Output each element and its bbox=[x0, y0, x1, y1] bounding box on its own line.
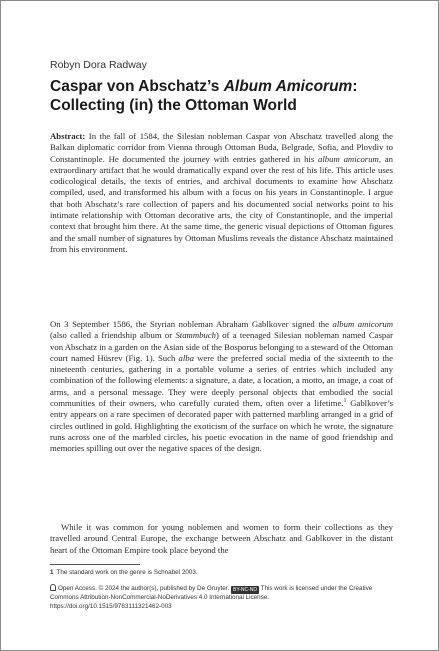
body1-italic-1: album amicorum bbox=[332, 319, 393, 329]
license-text-2: This work is licensed under the Creative Commons Attribution-NonCommercial-NoDerivatives 4.0 International License. bbox=[50, 585, 373, 601]
title-part-1: Caspar von Abschatz’s bbox=[50, 78, 224, 95]
footnote-number: 1 bbox=[50, 569, 54, 576]
open-access-icon bbox=[50, 584, 56, 591]
license-notice bbox=[50, 584, 395, 612]
abstract-paragraph bbox=[50, 131, 393, 255]
body-paragraph-2: While it was common for young noblemen and women to form their collections as they travelled around Central Europe, the exchange between Abschatz and Gablkover in the distant heart of the Ottoman Empire took place beyond the bbox=[50, 522, 393, 555]
body1-text-5: Gablkover’s entry appears on a rare specimen of decorated paper with patterned marbling arranged in a grid of circles outlined in gold. Highlighting the exoticism of the surface on which he wrote, the signature runs across one of the marbled circles, his poetic evocation in the name of good friendship and memories spilling out over the negative spaces of the design. bbox=[50, 398, 393, 454]
footnote bbox=[50, 569, 393, 576]
body1-text-2: (also called a friendship album or bbox=[50, 330, 176, 341]
license-text-1: Open Access. © 2024 the author(s), published by De Gruyter. bbox=[58, 585, 230, 592]
footnote-divider bbox=[50, 564, 140, 565]
title-italic: Album Amicorum bbox=[223, 78, 353, 95]
body1-text-4: were the preferred social media of the sixteenth to the nineteenth centuries, gathering in a portable volume a series of entries which included any combination of the following elements: a signature, a date, a location, a motto, an image, a coat of arms, and a personal message. They were deeply personal objects that embodied the social communities of their owners, who carefully curated them, often over a lifetime. bbox=[50, 352, 393, 409]
cc-license-badge[interactable]: BY-NC-ND bbox=[231, 586, 259, 594]
body1-text-1: On 3 September 1586, the Styrian nobleman Abraham Gablkover signed the bbox=[50, 319, 333, 329]
title-part-2: : bbox=[352, 78, 358, 95]
abstract-label: Abstract: bbox=[50, 131, 86, 141]
doi-link[interactable]: https://doi.org/10.1515/9783111321462-003 bbox=[50, 602, 172, 610]
footnote-text: The standard work on the genre is Schnabel 2003. bbox=[56, 569, 198, 576]
author-name: Robyn Dora Radway bbox=[50, 59, 147, 71]
body1-text-3: ) of a teenaged Silesian nobleman named Caspar von Abschatz in a garden on the Asian side of the Bosporus belonging to a steward of the Ottoman court named Hüsrev (Fig. 1). Such bbox=[50, 330, 393, 363]
abstract-italic-1: album amicorum bbox=[318, 153, 379, 164]
body1-italic-3: alba bbox=[178, 352, 194, 363]
title-line-2: Collecting (in) the Ottoman World bbox=[50, 97, 297, 114]
body1-italic-2: Stammbuch bbox=[175, 330, 216, 341]
body-paragraph-1 bbox=[50, 319, 393, 455]
footnote-reference[interactable]: 1 bbox=[343, 398, 347, 405]
abstract-text-2: , an extraordinary artifact that he would dramatically expand over the rest of his life. This article uses codicological details, the texts of entries, and archival documents to examine how Abschatz compiled, used, and transformed his album with a focus on his years in Constantinople. I argue that both Abschatz’s rare collection of papers and his documented social networks point to his intimate relationship with Ottoman decorative arts, the city of Constantinople, and the imperial context that brought him there. At the same time, the generic visual depictions of Ottoman figures and the small number of signatures by Ottoman Muslims reveals the distance Abschatz maintained from his environment. bbox=[50, 153, 393, 254]
article-title bbox=[50, 77, 400, 115]
abstract-text-1: In the fall of 1584, the Silesian nobleman Caspar von Abschatz travelled along the Balkan diplomatic corridor from Vienna through Ottoman Buda, Belgrade, Sofia, and Plovdiv to Constantinople. He documented the journey with entries gathered in his bbox=[50, 131, 393, 164]
